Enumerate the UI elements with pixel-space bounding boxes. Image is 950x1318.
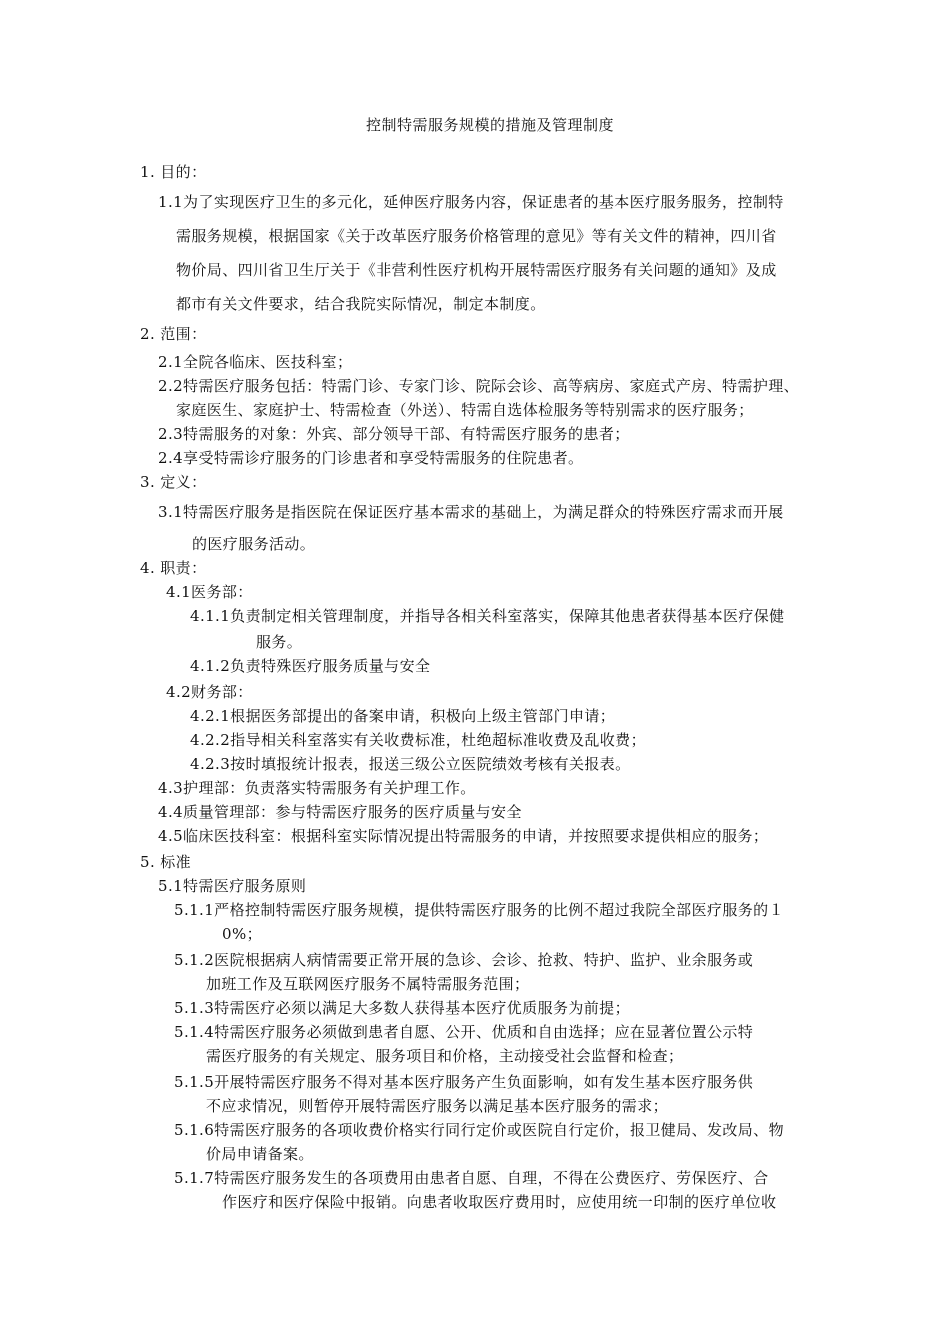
text-line-s3: 3. 定义： [140, 473, 207, 491]
text-line-s4-2: 4.2财务部： [166, 683, 253, 701]
text-line-s2: 2. 范围： [140, 325, 207, 343]
text-line-s5-1-5-a: 5.1.5开展特需医疗服务不得对基本医疗服务产生负面影响，如有发生基本医疗服务供 [174, 1073, 754, 1091]
text-line-s3-1-a: 3.1特需医疗服务是指医院在保证医疗基本需求的基础上，为满足群众的特殊医疗需求而开展 [158, 503, 784, 521]
text-line-s5-1-7-b: 作医疗和医疗保险中报销。向患者收取医疗费用时，应使用统一印制的医疗单位收 [222, 1193, 777, 1211]
text-line-s3-1-b: 的医疗服务活动。 [192, 535, 316, 553]
text-line-s4-1-2: 4.1.2负责特殊医疗服务质量与安全 [190, 657, 431, 675]
text-line-s5-1: 5.1特需医疗服务原则 [158, 877, 307, 895]
text-line-s1-1-a: 1.1为了实现医疗卫生的多元化，延伸医疗服务内容，保证患者的基本医疗服务服务，控制特 [158, 193, 784, 211]
text-line-s4-2-2: 4.2.2指导相关科室落实有关收费标准，杜绝超标准收费及乱收费； [190, 731, 646, 749]
text-line-s1-1-b: 需服务规模，根据国家《关于改革医疗服务价格管理的意见》等有关文件的精神，四川省 [176, 227, 777, 245]
text-line-s2-2-b: 家庭医生、家庭护士、特需检查（外送）、特需自选体检服务等特别需求的医疗服务； [176, 401, 754, 419]
text-line-s1-1-d: 都市有关文件要求，结合我院实际情况，制定本制度。 [176, 295, 546, 313]
text-line-s4-1-1-b: 服务。 [256, 633, 303, 651]
text-line-s5-1-4-b: 需医疗服务的有关规定、服务项目和价格，主动接受社会监督和检查； [206, 1047, 684, 1065]
text-line-s4-3: 4.3护理部：负责落实特需服务有关护理工作。 [158, 779, 476, 797]
text-line-s5-1-1-a: 5.1.1严格控制特需医疗服务规模，提供特需医疗服务的比例不超过我院全部医疗服务的１ [174, 901, 784, 919]
text-line-s5-1-2-b: 加班工作及互联网医疗服务不属特需服务范围； [206, 975, 530, 993]
page-title: 控制特需服务规模的措施及管理制度 [365, 116, 614, 134]
text-line-s2-1: 2.1全院各临床、医技科室； [158, 353, 353, 371]
text-line-s5-1-4-a: 5.1.4特需医疗服务必须做到患者自愿、公开、优质和自由选择；应在显著位置公示特 [174, 1023, 754, 1041]
text-line-s1-1-c: 物价局、四川省卫生厅关于《非营利性医疗机构开展特需医疗服务有关问题的通知》及成 [176, 261, 777, 279]
text-line-s4-1: 4.1医务部： [166, 583, 253, 601]
text-line-s4: 4. 职责： [140, 559, 207, 577]
text-line-s5-1-3: 5.1.3特需医疗必须以满足大多数人获得基本医疗优质服务为前提； [174, 999, 630, 1017]
text-line-s5-1-5-b: 不应求情况，则暂停开展特需医疗服务以满足基本医疗服务的需求； [206, 1097, 669, 1115]
text-line-s4-2-3: 4.2.3按时填报统计报表，报送三级公立医院绩效考核有关报表。 [190, 755, 631, 773]
text-line-s4-2-1: 4.2.1根据医务部提出的备案申请，积极向上级主管部门申请； [190, 707, 616, 725]
text-line-s2-4: 2.4享受特需诊疗服务的门诊患者和享受特需服务的住院患者。 [158, 449, 584, 467]
text-line-s4-1-1-a: 4.1.1负责制定相关管理制度，并指导各相关科室落实，保障其他患者获得基本医疗保健 [190, 607, 785, 625]
text-line-s1: 1. 目的： [140, 163, 207, 181]
text-line-s4-4: 4.4质量管理部：参与特需医疗服务的医疗质量与安全 [158, 803, 522, 821]
text-line-s5-1-7-a: 5.1.7特需医疗服务发生的各项费用由患者自愿、自理，不得在公费医疗、劳保医疗、合 [174, 1169, 769, 1187]
text-line-s2-3: 2.3特需服务的对象：外宾、部分领导干部、有特需医疗服务的患者； [158, 425, 630, 443]
text-line-s2-2-a: 2.2特需医疗服务包括：特需门诊、专家门诊、院际会诊、高等病房、家庭式产房、特需护理、 [158, 377, 800, 395]
text-line-s4-5: 4.5临床医技科室：根据科室实际情况提出特需服务的申请，并按照要求提供相应的服务； [158, 827, 769, 845]
text-line-s5-1-6-a: 5.1.6特需医疗服务的各项收费价格实行同行定价或医院自行定价，报卫健局、发改局、物 [174, 1121, 784, 1139]
text-line-s5-1-2-a: 5.1.2医院根据病人病情需要正常开展的急诊、会诊、抢救、特护、监护、业余服务或 [174, 951, 754, 969]
text-line-s5: 5. 标准 [140, 853, 192, 871]
text-line-s5-1-6-b: 价局申请备案。 [206, 1145, 314, 1163]
text-line-s5-1-1-b: 0%； [222, 925, 262, 943]
